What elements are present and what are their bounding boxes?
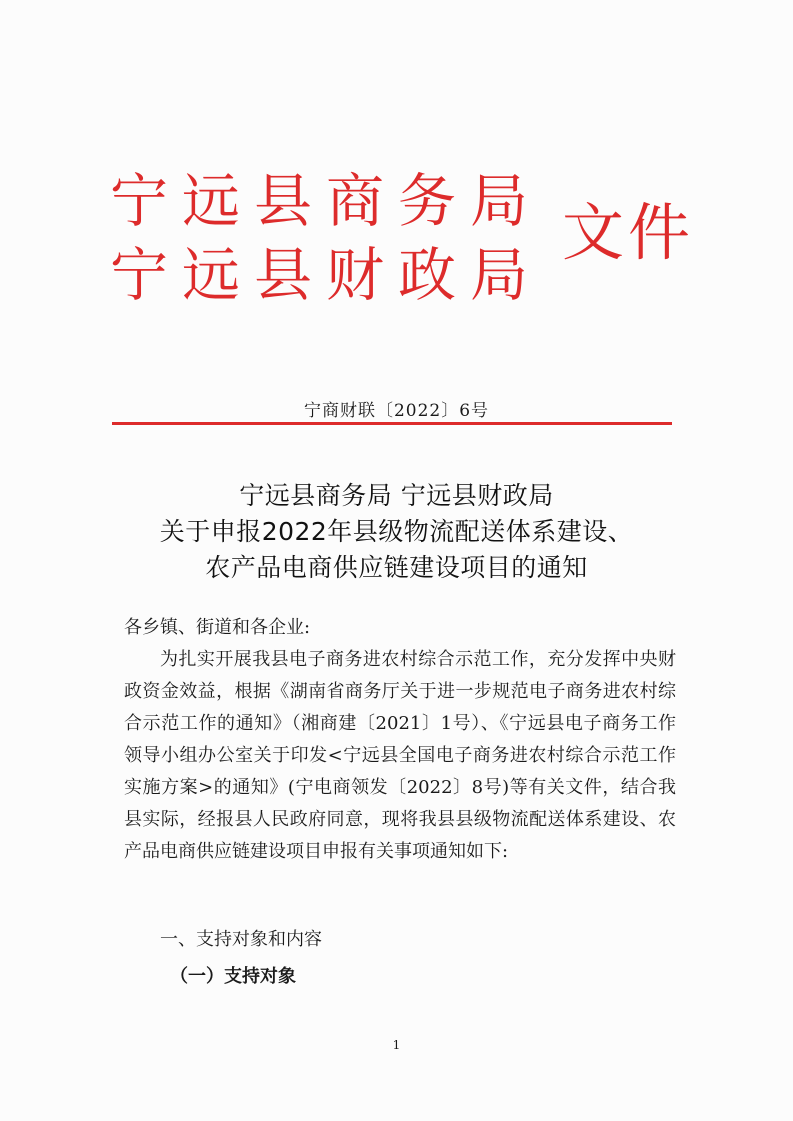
document-type-label: 文件: [562, 196, 695, 269]
title-line-1: 宁远县商务局 宁远县财政局: [239, 481, 554, 510]
document-title: [0, 478, 793, 586]
body-paragraph: 为扎实开展我县电子商务进农村综合示范工作，充分发挥中央财政资金效益，根据《湖南省商务厅关于进一步规范电子商务进农村综合示范工作的通知》（湘商建〔2021〕1号）、《宁远县电子商务工作领导小组办公室关于印发<宁远县全国电子商务进农村综合示范工作实施方案>的通知》(宁电商领发〔2022〕8号)等有关文件，结合我县实际，经报县人民政府同意，现将我县县级物流配送体系建设、农产品电商供应链建设项目申报有关事项通知如下:: [124, 649, 676, 862]
subsection-heading: （一）支持对象: [170, 966, 296, 987]
red-divider-line: [112, 422, 672, 425]
page-number: 1: [392, 1038, 401, 1052]
issuer-name-finance: 宁远县财政局: [110, 241, 543, 309]
document-number: 宁商财联〔2022〕6号: [303, 401, 490, 421]
salutation: 各乡镇、街道和各企业:: [124, 617, 311, 638]
title-line-3: 农产品电商供应链建设项目的通知: [205, 553, 588, 582]
issuer-name-commerce: 宁远县商务局: [110, 167, 543, 235]
section-heading: 一、支持对象和内容: [160, 929, 322, 950]
title-line-2: 关于申报2022年县级物流配送体系建设、: [159, 517, 634, 546]
